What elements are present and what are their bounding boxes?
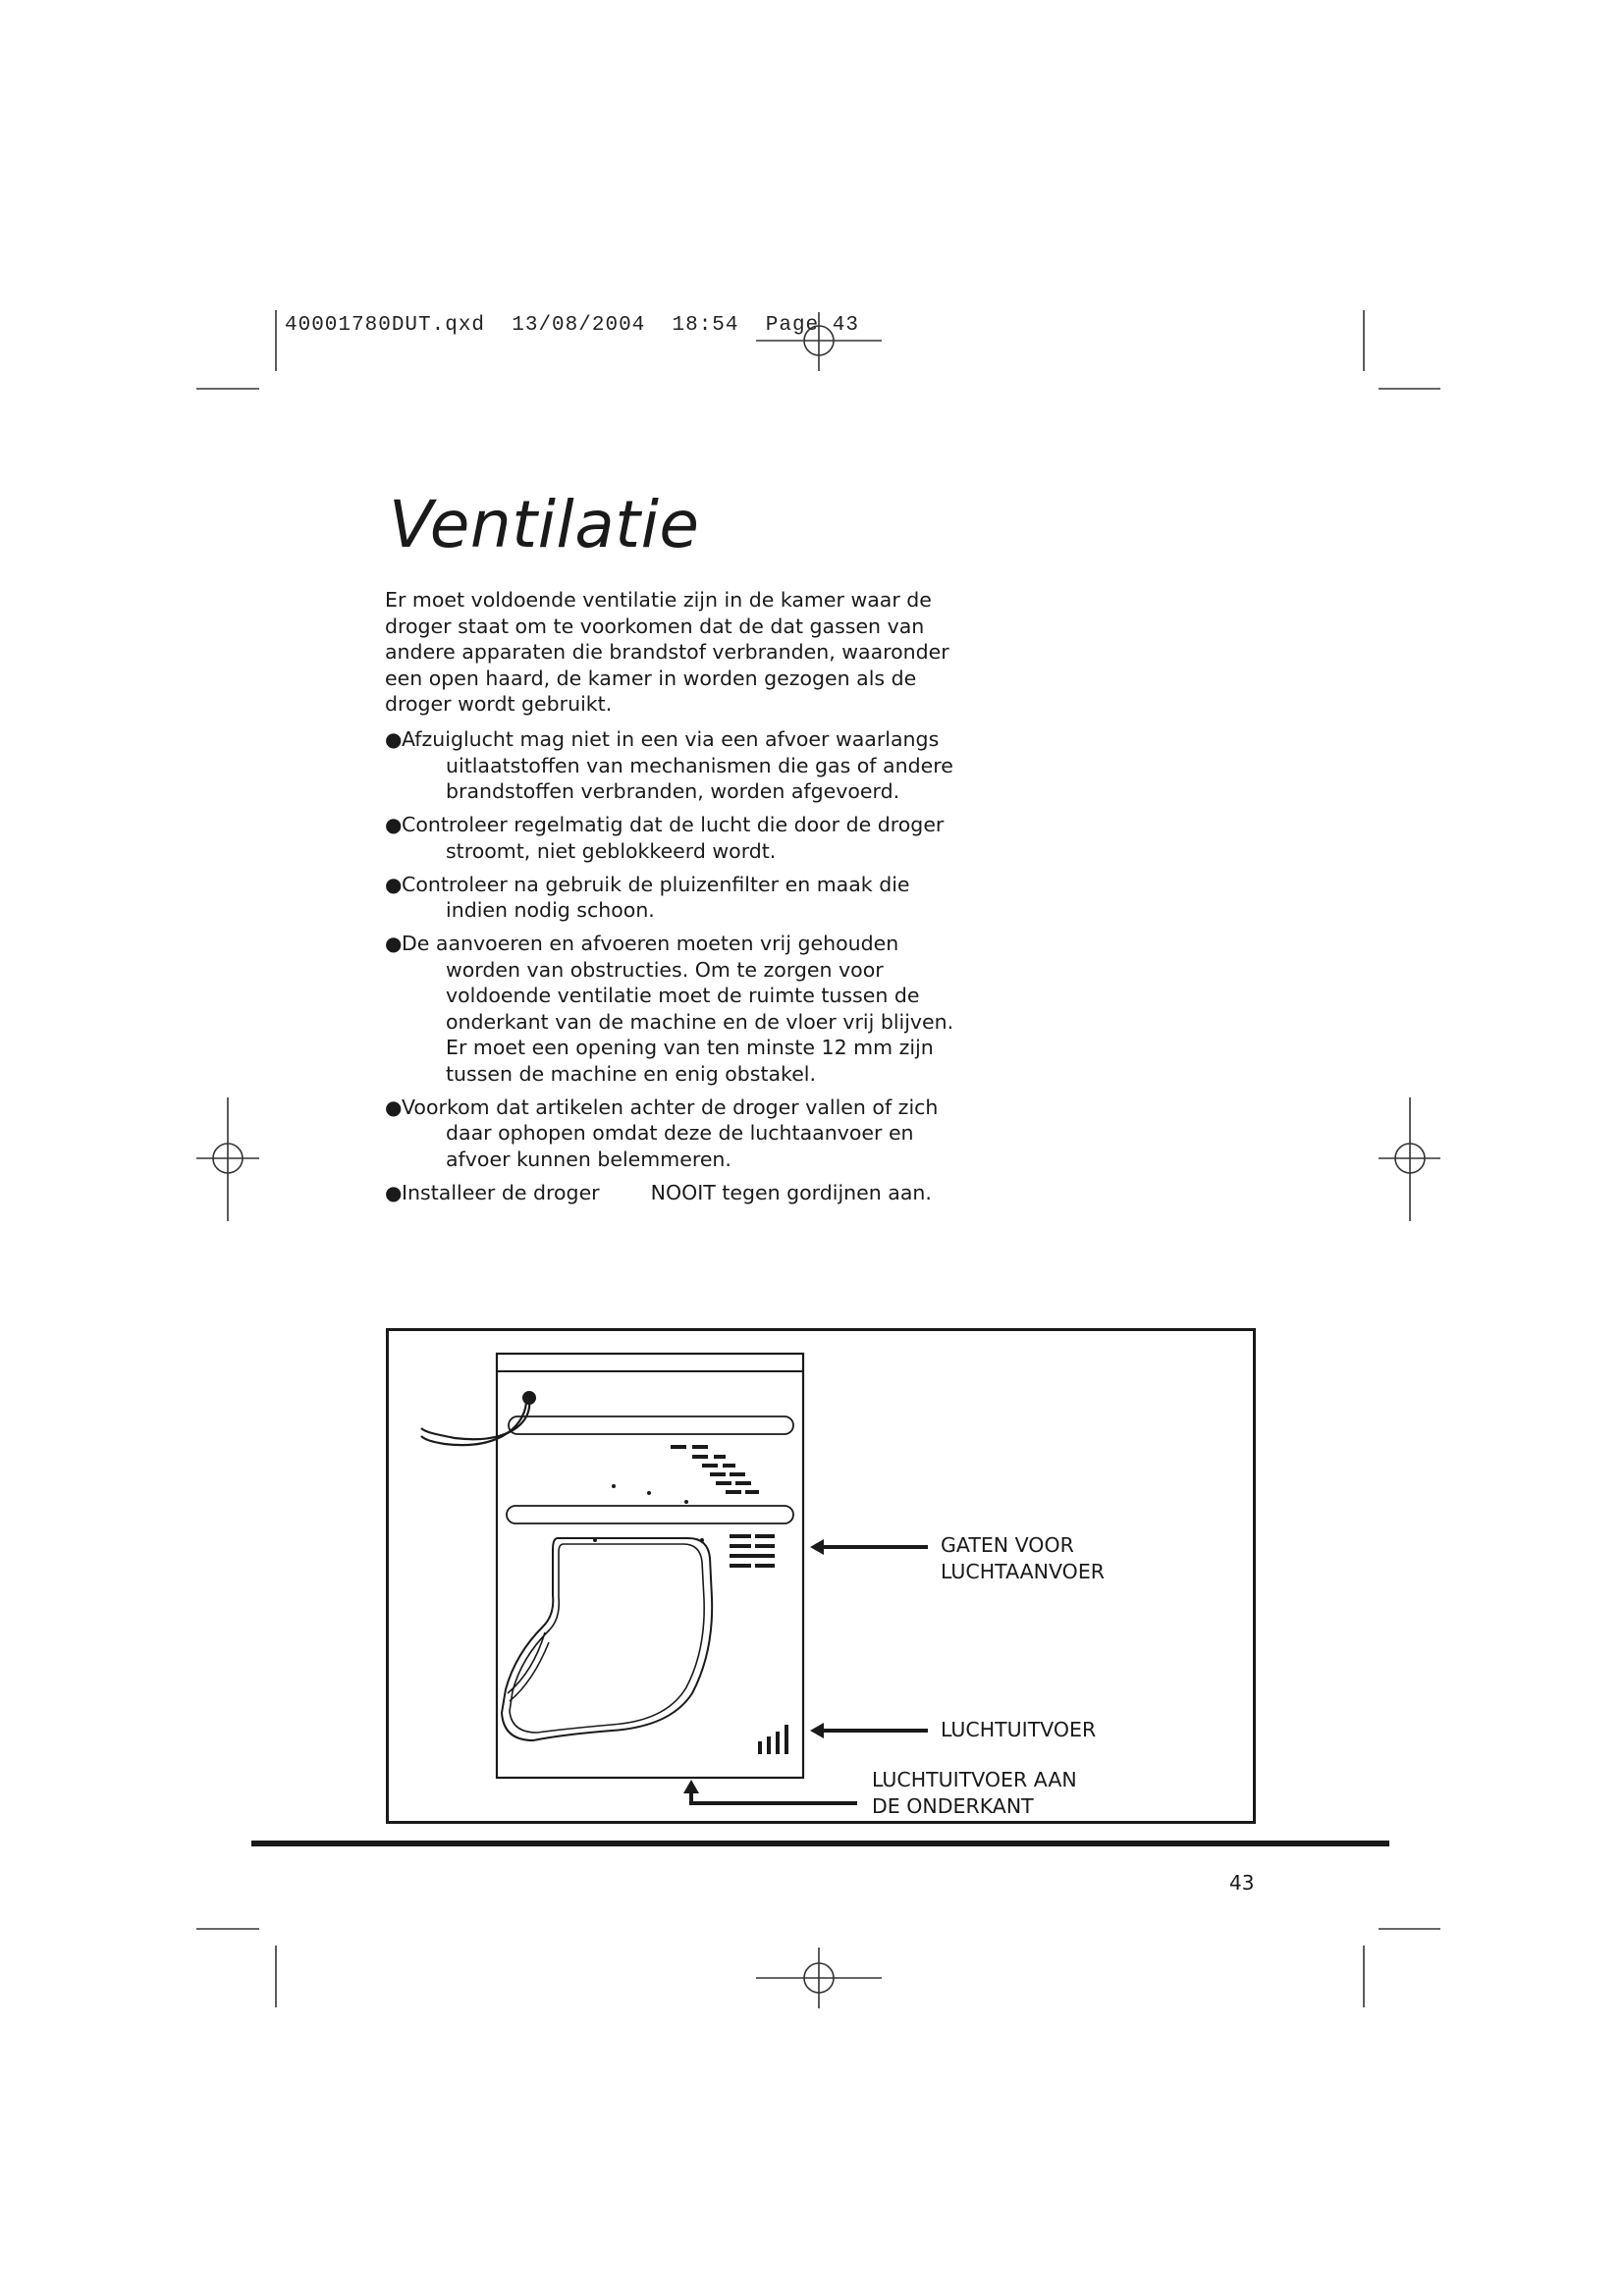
label-outlet: LUCHTUITVOER	[941, 1718, 1097, 1741]
label-inlet-holes: GATEN VOOR LUCHTAANVOER	[941, 1533, 1106, 1583]
label-bottom-outlet: LUCHTUITVOER AAN DE ONDERKANT	[872, 1768, 1077, 1818]
bullet-dot-icon: ●	[385, 1180, 403, 1204]
registration-target-bottom	[756, 1948, 882, 2008]
page-number: 43	[1229, 1871, 1255, 1895]
dryer-ventilation-diagram	[386, 1328, 1256, 1824]
slug-time: 18:54	[672, 314, 739, 337]
bullet-item: ●Afzuiglucht mag niet in een via een afvoer waarlangs uitlaatstoffen van mechanismen die gas of andere brandstoffen verbranden, worden afgevoerd.	[385, 727, 953, 803]
intro-paragraph: Er moet voldoende ventilatie zijn in de kamer waar de droger staat om te voorkomen dat de dat gassen van andere apparaten die brandstof verbranden, waaronder een open haard, de kamer in worden gezogen als de droger wordt gebruikt.	[385, 588, 949, 716]
bullet-item: ●Voorkom dat artikelen achter de droger vallen of zich daar ophopen omdat deze de luchtaanvoer en afvoer kunnen belemmeren.	[385, 1095, 939, 1171]
bullet-dot-icon: ●	[385, 727, 403, 751]
print-slug	[285, 314, 859, 337]
registration-target-left	[196, 1097, 259, 1221]
registration-target-right	[1379, 1097, 1440, 1221]
bullet-dot-icon: ●	[385, 932, 403, 955]
page-title: Ventilatie	[389, 487, 700, 562]
bullet-item-never-curtains: ●Installeer de droger NOOIT tegen gordijnen aan.	[385, 1180, 932, 1204]
bullet-item: ●De aanvoeren en afvoeren moeten vrij gehouden worden van obstructies. Om te zorgen voor voldoende ventilatie moet de ruimte tussen de onderkant van de machine en de vloer vrij blijven. Er moet een opening van ten minste 12 mm zijn tussen de machine en enig obstakel.	[385, 932, 954, 1086]
bullet-item: ●Controleer regelmatig dat de lucht die door de droger stroomt, niet geblokkeerd wordt.	[385, 813, 945, 863]
slug-file: 40001780DUT.qxd	[285, 314, 486, 337]
footer-rule	[251, 1841, 1389, 1846]
bullet-list	[385, 726, 974, 1213]
emphasis-never: NOOIT	[650, 1180, 716, 1204]
bullet-dot-icon: ●	[385, 1095, 403, 1119]
bullet-item: ●Controleer na gebruik de pluizenfilter en maak die indien nodig schoon.	[385, 872, 910, 922]
bullet-dot-icon: ●	[385, 872, 403, 896]
slug-date: 13/08/2004	[512, 314, 646, 337]
slug-page: Page 43	[765, 314, 859, 337]
bullet-dot-icon: ●	[385, 813, 403, 836]
